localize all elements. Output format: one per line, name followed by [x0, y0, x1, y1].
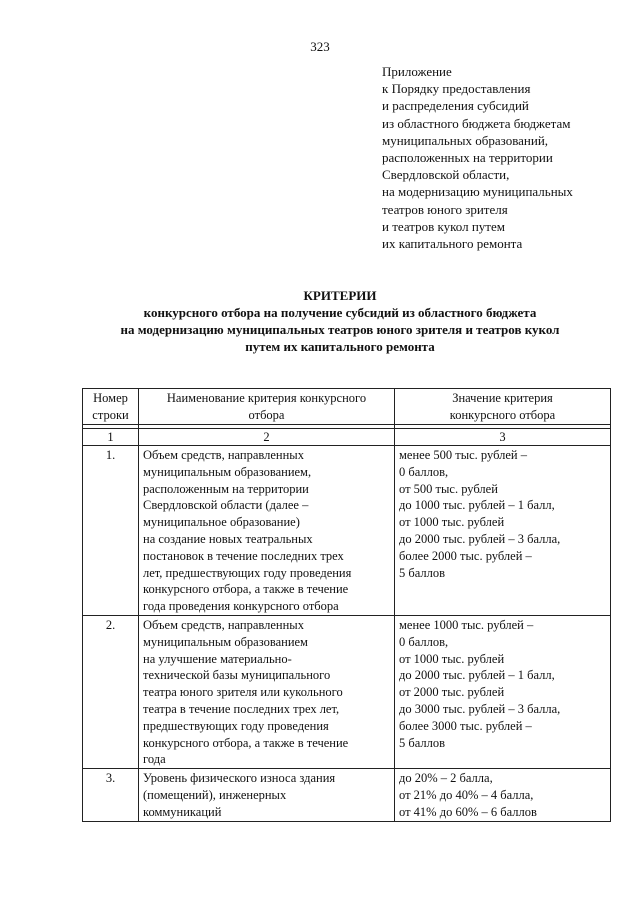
cell-line: до 2000 тыс. рублей – 3 балла,: [399, 531, 561, 546]
cell-line: театра юного зрителя или кукольного: [143, 685, 343, 700]
cell-line: конкурсного отбора, а также в течение: [143, 735, 349, 750]
cell-line: от 1000 тыс. рублей: [399, 515, 505, 530]
cell-line: муниципальное образование): [143, 515, 300, 530]
cell-line: года: [143, 752, 166, 767]
table-row: [83, 769, 611, 821]
cell-line: театра в течение последних трех лет,: [143, 701, 340, 716]
cell-line: 0 баллов,: [399, 464, 449, 479]
appendix-line: и распределения субсидий: [382, 98, 529, 114]
table-row: [83, 615, 611, 768]
appendix-note: [382, 63, 632, 252]
criterion-value: [395, 769, 611, 821]
cell-line: муниципальным образованием: [143, 634, 308, 649]
cell-line: на улучшение материально-: [143, 651, 292, 666]
cell-line: конкурсного отбора, а также в течение: [143, 582, 349, 597]
cell-line: технической базы муниципального: [143, 668, 331, 683]
cell-line: от 21% до 40% – 4 балла,: [399, 787, 534, 802]
appendix-line: муниципальных образований,: [382, 132, 549, 148]
criterion-name: [139, 446, 395, 616]
cell-line: расположенным на территории: [143, 481, 309, 496]
criterion-value: [395, 615, 611, 768]
cell-line: до 20% – 2 балла,: [399, 771, 493, 786]
cell-line: от 41% до 60% – 6 баллов: [399, 804, 537, 819]
appendix-line: расположенных на территории: [382, 149, 553, 165]
column-number: 3: [395, 429, 611, 446]
column-numbers-row: [83, 429, 611, 446]
cell-line: Объем средств, направленных: [143, 617, 304, 632]
cell-line: до 3000 тыс. рублей – 3 балла,: [399, 701, 561, 716]
row-number: 3.: [83, 769, 139, 821]
appendix-line: на модернизацию муниципальных: [382, 184, 573, 200]
cell-line: Уровень физического износа здания: [143, 771, 336, 786]
column-number: 1: [83, 429, 139, 446]
document-title: [60, 287, 620, 355]
appendix-line: к Порядку предоставления: [382, 81, 531, 97]
row-number: 1.: [83, 446, 139, 616]
cell-line: более 3000 тыс. рублей –: [399, 718, 532, 733]
cell-line: коммуникаций: [143, 804, 222, 819]
cell-line: года проведения конкурсного отбора: [143, 599, 339, 614]
criterion-name: [139, 615, 395, 768]
cell-line: Объем средств, направленных: [143, 448, 304, 462]
cell-line: лет, предшествующих году проведения: [143, 565, 352, 580]
row-number: 2.: [83, 615, 139, 768]
table-row: [83, 446, 611, 616]
cell-line: от 500 тыс. рублей: [399, 481, 498, 496]
cell-line: на создание новых театральных: [143, 531, 313, 546]
appendix-line: и театров кукол путем: [382, 218, 505, 234]
criterion-value: [395, 446, 611, 616]
title-line: конкурсного отбора на получение субсидий из областного бюджета: [143, 305, 537, 320]
criterion-name: [139, 769, 395, 821]
cell-line: предшествующих году проведения: [143, 718, 329, 733]
cell-line: Свердловской области (далее –: [143, 498, 309, 513]
cell-line: менее 1000 тыс. рублей –: [399, 617, 534, 632]
criteria-table: [82, 388, 611, 822]
cell-line: 5 баллов: [399, 735, 446, 750]
cell-line: (помещений), инженерных: [143, 787, 287, 802]
cell-line: от 2000 тыс. рублей: [399, 685, 505, 700]
cell-line: муниципальным образованием,: [143, 464, 312, 479]
appendix-line: театров юного зрителя: [382, 201, 508, 217]
title-heading: КРИТЕРИИ: [303, 288, 377, 303]
appendix-line: Свердловской области,: [382, 167, 510, 183]
page-number: 323: [310, 39, 330, 54]
header-row-number: Номер строки: [83, 389, 139, 425]
appendix-line: Приложение: [382, 64, 452, 79]
header-criterion-name: Наименование критерия конкурсного отбора: [139, 389, 395, 425]
cell-line: менее 500 тыс. рублей –: [399, 448, 527, 462]
table-header-row: [83, 389, 611, 425]
appendix-line: из областного бюджета бюджетам: [382, 115, 571, 131]
cell-line: до 2000 тыс. рублей – 1 балл,: [399, 668, 555, 683]
cell-line: до 1000 тыс. рублей – 1 балл,: [399, 498, 555, 513]
title-line: путем их капитального ремонта: [245, 339, 435, 354]
header-criterion-value: Значение критерия конкурсного отбора: [395, 389, 611, 425]
cell-line: 5 баллов: [399, 565, 446, 580]
cell-line: от 1000 тыс. рублей: [399, 651, 505, 666]
cell-line: постановок в течение последних трех: [143, 548, 344, 563]
column-number: 2: [139, 429, 395, 446]
cell-line: 0 баллов,: [399, 634, 449, 649]
appendix-line: их капитального ремонта: [382, 235, 523, 251]
cell-line: более 2000 тыс. рублей –: [399, 548, 532, 563]
title-line: на модернизацию муниципальных театров юного зрителя и театров кукол: [120, 322, 560, 337]
